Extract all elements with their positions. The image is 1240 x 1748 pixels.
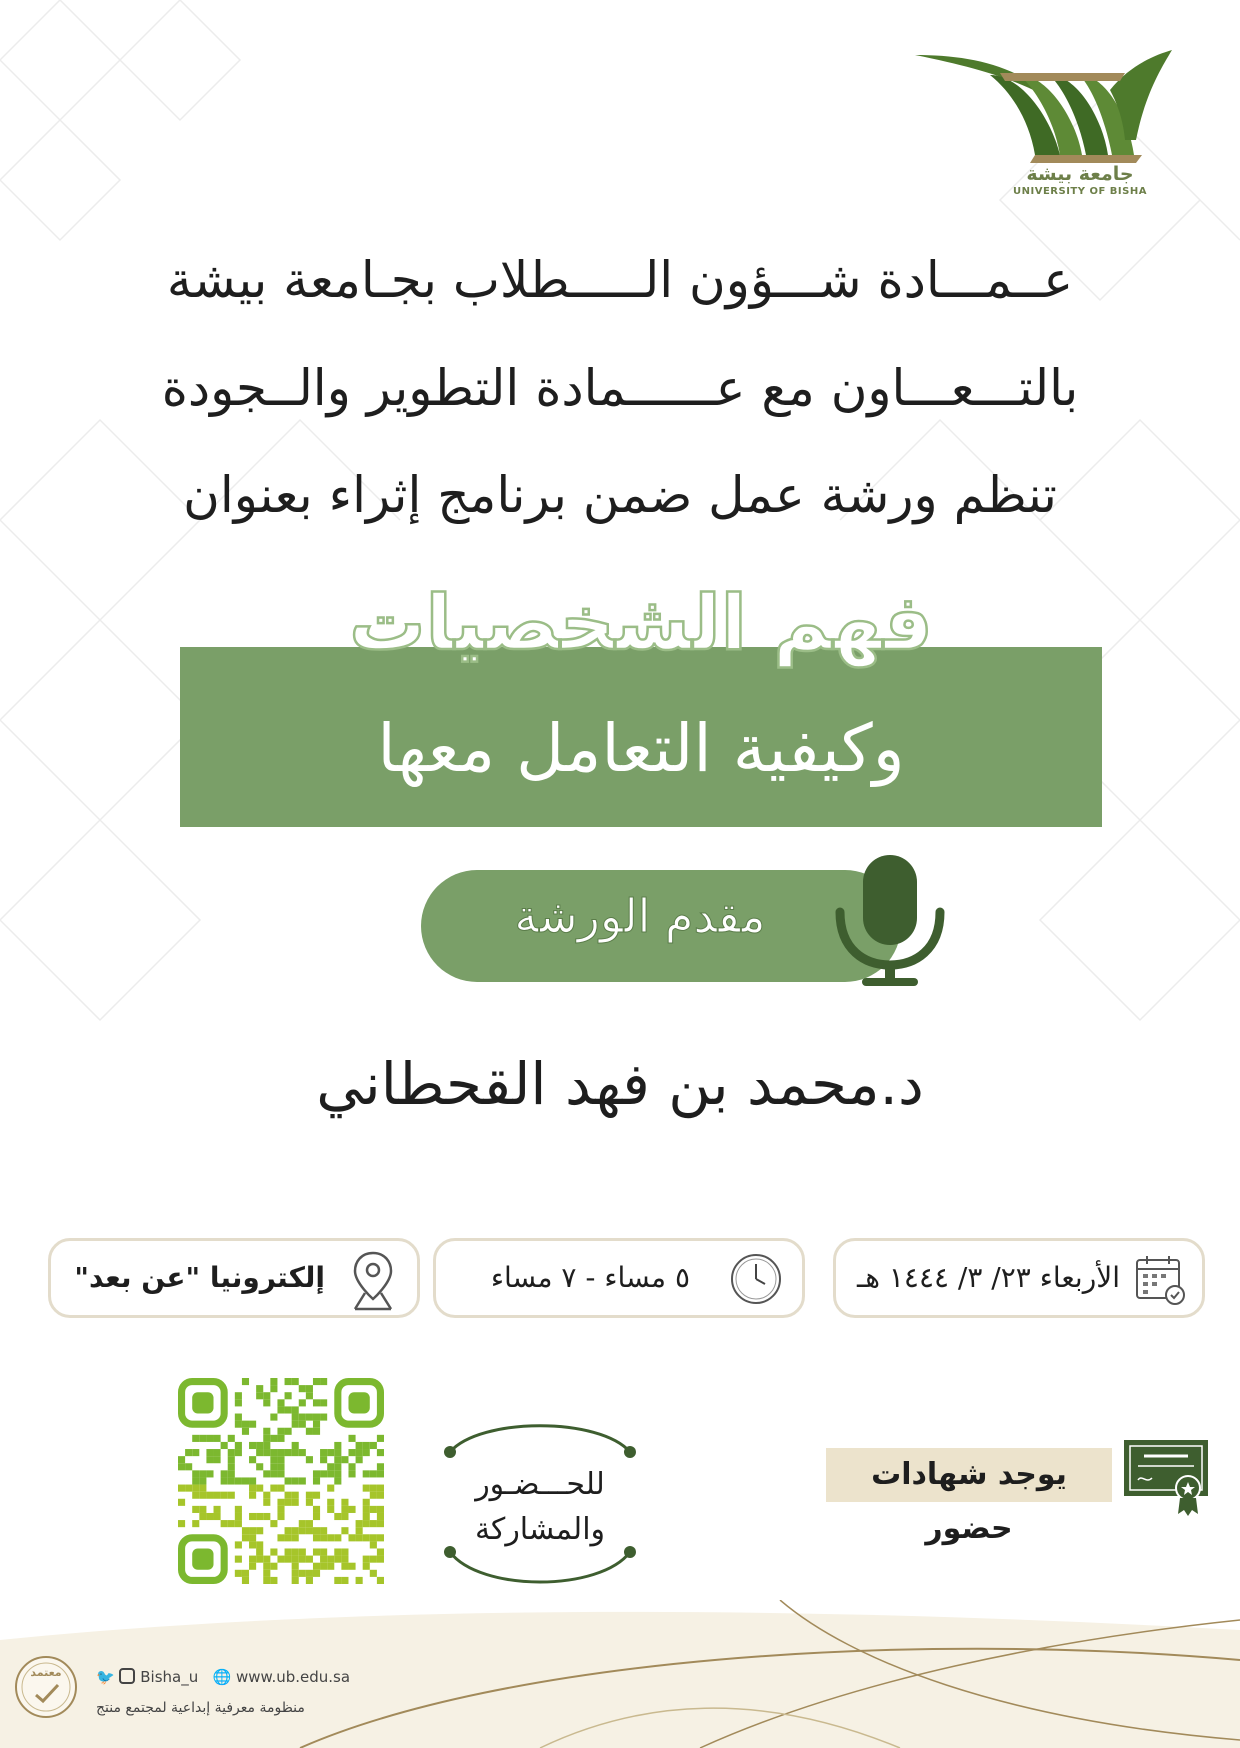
- header-line-2: بالتـــعـــاون مع عــــــمادة التطوير والــجودة: [161, 359, 1079, 417]
- location-box: [48, 1238, 420, 1318]
- instagram-icon[interactable]: [119, 1668, 135, 1684]
- university-logo: [910, 45, 1180, 210]
- attendance-line-1: للحـــضـور: [475, 1467, 605, 1502]
- clock-icon: [728, 1251, 784, 1307]
- workshop-title-line-1: فهم الشخصيات: [349, 578, 933, 667]
- calendar-icon: [1132, 1251, 1188, 1307]
- footer-social: [96, 1668, 350, 1686]
- university-of-bisha-logo-icon: [910, 45, 1180, 165]
- presenter-name: د.محمد بن فهد القحطاني: [316, 1050, 924, 1118]
- seal-text: معتمد: [30, 1666, 62, 1679]
- location-text: إلكترونيا "عن بعد": [74, 1261, 325, 1294]
- globe-icon: 🌐: [212, 1668, 232, 1686]
- header-line-3: تنظم ورشة عمل ضمن برنامج إثراء بعنوان: [183, 466, 1057, 524]
- qr-finder-pattern: [182, 1382, 225, 1425]
- website-link[interactable]: www.ub.edu.sa: [236, 1668, 351, 1686]
- presenter-label: مقدم الورشة: [514, 889, 766, 943]
- time-text: ٥ مساء - ٧ مساء: [490, 1261, 690, 1294]
- attendance-line-2: والمشاركة: [474, 1512, 606, 1547]
- logo-name-english: UNIVERSITY OF BISHA: [1013, 186, 1147, 197]
- time-box: [433, 1238, 805, 1318]
- certificate-label: يوجد شهادات حضور: [826, 1448, 1112, 1502]
- logo-name-arabic: جامعة بيشة: [1026, 163, 1134, 185]
- location-pin-icon: [351, 1251, 395, 1313]
- workshop-title-line-2: وكيفية التعامل معها: [377, 710, 905, 787]
- twitter-icon[interactable]: 🐦: [96, 1668, 115, 1686]
- qr-code[interactable]: [178, 1378, 384, 1584]
- date-text: الأربعاء ٢٣/ ٣/ ١٤٤٤ هـ: [856, 1261, 1120, 1294]
- social-handle[interactable]: Bisha_u: [140, 1668, 199, 1686]
- qr-finder-pattern: [338, 1382, 381, 1425]
- qr-finder-pattern: [182, 1538, 225, 1581]
- accreditation-seal-icon: [14, 1655, 78, 1719]
- footer-slogan: منظومة معرفية إبداعية لمجتمع منتج: [96, 1700, 305, 1716]
- certificate-icon: [1122, 1438, 1212, 1518]
- attendance-text: [450, 1462, 630, 1552]
- microphone-icon: [830, 850, 950, 990]
- header-line-1: عــمـــادة شـــؤون الـــــطلاب بجـامعة بيشة: [166, 251, 1074, 309]
- date-box: [833, 1238, 1205, 1318]
